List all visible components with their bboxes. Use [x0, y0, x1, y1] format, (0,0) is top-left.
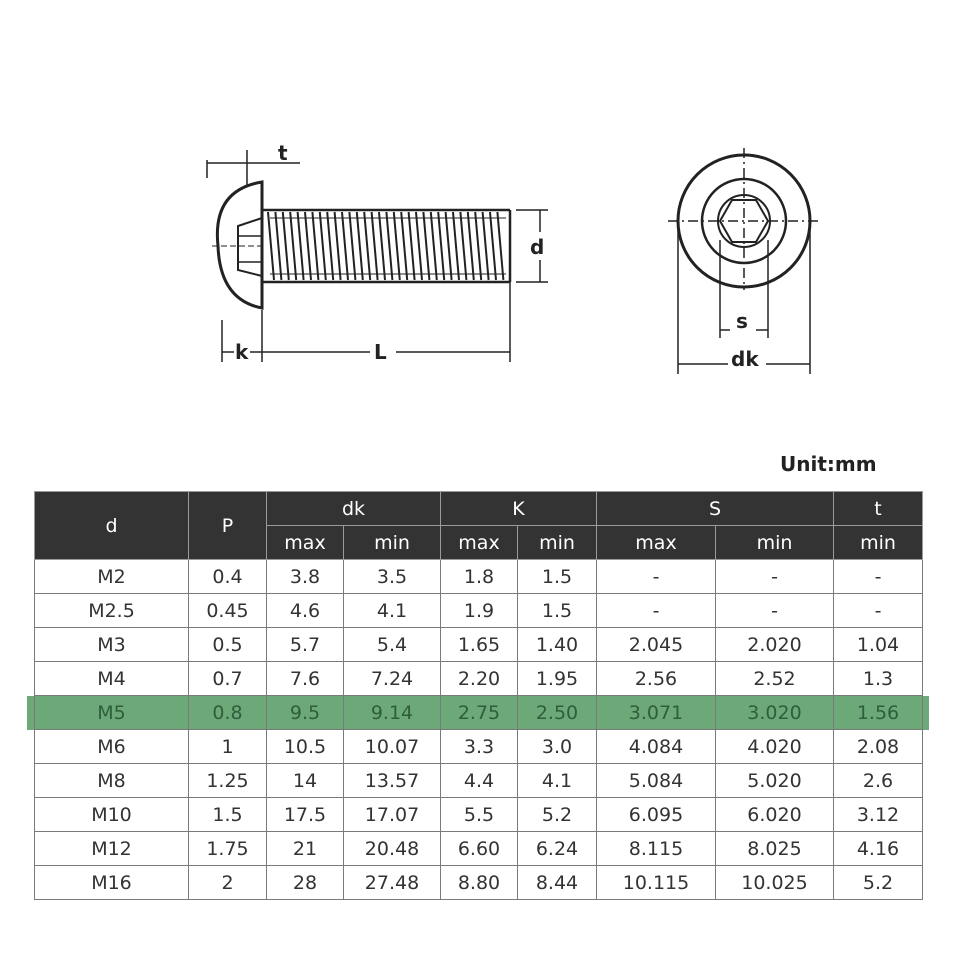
- cell-k-max: 4.4: [441, 764, 518, 798]
- cell-t-min: 1.56: [834, 696, 923, 730]
- cell-k-max: 6.60: [441, 832, 518, 866]
- label-t: t: [278, 141, 288, 165]
- header-P: P: [189, 492, 267, 560]
- cell-dk-min: 13.57: [344, 764, 441, 798]
- header-d: d: [35, 492, 189, 560]
- unit-label: Unit:mm: [780, 452, 877, 476]
- cell-t-min: 4.16: [834, 832, 923, 866]
- cell-k-min: 2.50: [518, 696, 597, 730]
- cell-dk-min: 27.48: [344, 866, 441, 900]
- cell-dk-max: 14: [267, 764, 344, 798]
- thread-line: [431, 212, 437, 280]
- thread-line: [283, 212, 289, 280]
- thread-line: [386, 212, 392, 280]
- thread-line: [490, 212, 496, 280]
- thread-line: [357, 212, 363, 280]
- header-K: K: [441, 492, 597, 526]
- cell-dk-min: 9.14: [344, 696, 441, 730]
- cell-k-max: 1.65: [441, 628, 518, 662]
- cell-dk-min: 20.48: [344, 832, 441, 866]
- cell-s-min: 3.020: [716, 696, 834, 730]
- cell-d: M5: [35, 696, 189, 730]
- cell-s-min: 4.020: [716, 730, 834, 764]
- cell-k-min: 4.1: [518, 764, 597, 798]
- cell-s-min: 8.025: [716, 832, 834, 866]
- cell-s-min: -: [716, 560, 834, 594]
- label-s: s: [736, 309, 748, 333]
- cell-dk-min: 17.07: [344, 798, 441, 832]
- table-row: [35, 764, 923, 798]
- cell-p: 0.5: [189, 628, 267, 662]
- cell-s-max: 2.56: [597, 662, 716, 696]
- cell-k-max: 2.20: [441, 662, 518, 696]
- thread-line: [394, 212, 400, 280]
- table-row: [35, 594, 923, 628]
- thread-line: [438, 212, 444, 280]
- thread-line: [379, 212, 385, 280]
- cell-s-max: 3.071: [597, 696, 716, 730]
- thread-line: [401, 212, 407, 280]
- header-dk-min: min: [344, 526, 441, 560]
- thread-line: [290, 212, 296, 280]
- header-S: S: [597, 492, 834, 526]
- cell-p: 2: [189, 866, 267, 900]
- thread-line: [327, 212, 333, 280]
- cell-k-min: 6.24: [518, 832, 597, 866]
- table-row: [35, 662, 923, 696]
- cell-dk-min: 3.5: [344, 560, 441, 594]
- table-row: [35, 866, 923, 900]
- cell-d: M6: [35, 730, 189, 764]
- thread-line: [416, 212, 422, 280]
- cell-p: 1: [189, 730, 267, 764]
- thread-line: [483, 212, 489, 280]
- thread-line: [335, 212, 341, 280]
- thread-line: [497, 212, 503, 280]
- cell-t-min: 3.12: [834, 798, 923, 832]
- cell-k-min: 8.44: [518, 866, 597, 900]
- cell-s-min: 5.020: [716, 764, 834, 798]
- cell-d: M10: [35, 798, 189, 832]
- cell-p: 0.4: [189, 560, 267, 594]
- header-t-min: min: [834, 526, 923, 560]
- cell-dk-min: 5.4: [344, 628, 441, 662]
- thread-line: [312, 212, 318, 280]
- cell-dk-min: 10.07: [344, 730, 441, 764]
- header-t: t: [834, 492, 923, 526]
- cell-dk-min: 7.24: [344, 662, 441, 696]
- label-dk: dk: [731, 347, 759, 371]
- label-d: d: [530, 235, 545, 259]
- header-S-min: min: [716, 526, 834, 560]
- thread-line: [320, 212, 326, 280]
- header-dk-max: max: [267, 526, 344, 560]
- cell-d: M16: [35, 866, 189, 900]
- thread-line: [423, 212, 429, 280]
- cell-t-min: -: [834, 594, 923, 628]
- cell-s-min: 10.025: [716, 866, 834, 900]
- threads: [268, 212, 503, 280]
- cell-d: M4: [35, 662, 189, 696]
- cell-s-min: 6.020: [716, 798, 834, 832]
- cell-dk-max: 9.5: [267, 696, 344, 730]
- socket-outline: [238, 218, 262, 276]
- cell-dk-min: 4.1: [344, 594, 441, 628]
- table-row: [35, 560, 923, 594]
- table-row: [35, 730, 923, 764]
- cell-p: 0.45: [189, 594, 267, 628]
- cell-s-max: 4.084: [597, 730, 716, 764]
- table-row: [35, 798, 923, 832]
- cell-k-min: 1.5: [518, 560, 597, 594]
- cell-t-min: 1.3: [834, 662, 923, 696]
- cell-d: M8: [35, 764, 189, 798]
- cell-k-max: 1.9: [441, 594, 518, 628]
- cell-dk-max: 17.5: [267, 798, 344, 832]
- thread-line: [349, 212, 355, 280]
- cell-d: M12: [35, 832, 189, 866]
- cell-p: 0.8: [189, 696, 267, 730]
- label-L: L: [374, 340, 387, 364]
- cell-t-min: 2.6: [834, 764, 923, 798]
- cell-d: M2: [35, 560, 189, 594]
- cell-s-max: 5.084: [597, 764, 716, 798]
- table-row: [35, 628, 923, 662]
- thread-line: [468, 212, 474, 280]
- cell-s-max: 6.095: [597, 798, 716, 832]
- thread-line: [305, 212, 311, 280]
- cell-d: M2.5: [35, 594, 189, 628]
- cell-t-min: 1.04: [834, 628, 923, 662]
- spec-table-body: [35, 560, 923, 900]
- thread-line: [446, 212, 452, 280]
- cell-s-max: 10.115: [597, 866, 716, 900]
- cell-s-min: -: [716, 594, 834, 628]
- cell-t-min: 2.08: [834, 730, 923, 764]
- cell-k-min: 5.2: [518, 798, 597, 832]
- cell-k-max: 5.5: [441, 798, 518, 832]
- cell-s-min: 2.020: [716, 628, 834, 662]
- thread-line: [298, 212, 304, 280]
- thread-line: [409, 212, 415, 280]
- thread-line: [475, 212, 481, 280]
- cell-k-min: 1.5: [518, 594, 597, 628]
- cell-k-min: 1.95: [518, 662, 597, 696]
- thread-line: [342, 212, 348, 280]
- cell-k-max: 3.3: [441, 730, 518, 764]
- cell-p: 1.75: [189, 832, 267, 866]
- cell-k-max: 1.8: [441, 560, 518, 594]
- cell-dk-max: 10.5: [267, 730, 344, 764]
- cell-d: M3: [35, 628, 189, 662]
- header-K-min: min: [518, 526, 597, 560]
- table-row: [35, 832, 923, 866]
- header-S-max: max: [597, 526, 716, 560]
- cell-s-max: -: [597, 560, 716, 594]
- spec-table: [34, 491, 923, 900]
- cell-k-max: 2.75: [441, 696, 518, 730]
- cell-dk-max: 28: [267, 866, 344, 900]
- cell-s-min: 2.52: [716, 662, 834, 696]
- side-view: [207, 150, 548, 362]
- thread-line: [364, 212, 370, 280]
- cell-dk-max: 5.7: [267, 628, 344, 662]
- thread-line: [460, 212, 466, 280]
- cell-s-max: 2.045: [597, 628, 716, 662]
- thread-line: [275, 212, 281, 280]
- thread-line: [453, 212, 459, 280]
- cell-k-min: 3.0: [518, 730, 597, 764]
- thread-line: [372, 212, 378, 280]
- cell-dk-max: 21: [267, 832, 344, 866]
- cell-p: 0.7: [189, 662, 267, 696]
- cell-dk-max: 7.6: [267, 662, 344, 696]
- top-view: [668, 148, 820, 374]
- cell-s-max: -: [597, 594, 716, 628]
- thread-line: [268, 212, 274, 280]
- header-dk: dk: [267, 492, 441, 526]
- cell-p: 1.5: [189, 798, 267, 832]
- cell-p: 1.25: [189, 764, 267, 798]
- cell-k-max: 8.80: [441, 866, 518, 900]
- screw-head: [217, 182, 262, 308]
- cell-t-min: -: [834, 560, 923, 594]
- cell-dk-max: 3.8: [267, 560, 344, 594]
- cell-s-max: 8.115: [597, 832, 716, 866]
- cell-dk-max: 4.6: [267, 594, 344, 628]
- screw-drawing: [0, 0, 959, 440]
- header-K-max: max: [441, 526, 518, 560]
- cell-t-min: 5.2: [834, 866, 923, 900]
- table-row-highlighted: [35, 696, 923, 730]
- label-k: k: [235, 340, 249, 364]
- cell-k-min: 1.40: [518, 628, 597, 662]
